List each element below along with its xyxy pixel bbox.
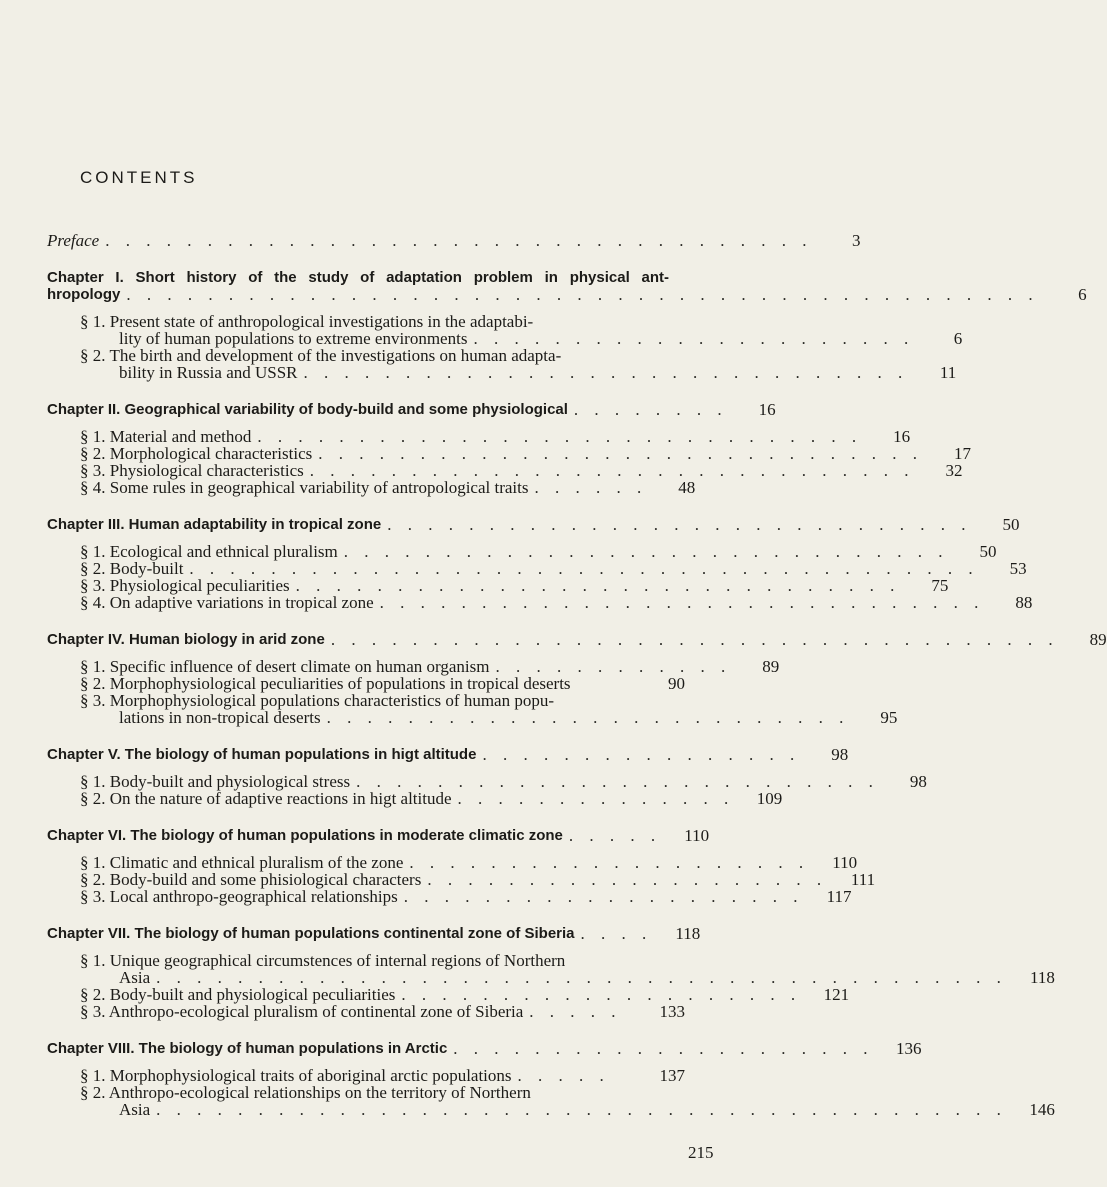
page-number: 111: [850, 870, 876, 889]
toc-section: [80, 1003, 685, 1020]
page-number: 133: [659, 1002, 685, 1021]
section-title-end: lations in non-tropical deserts: [119, 708, 321, 727]
toc-section: [80, 542, 997, 561]
leader-dots: . . . . . . . . . . . . . . . . . . . . . . . . . .: [326, 708, 850, 727]
section-title: § 3. Local anthropo-geographical relationships: [80, 887, 398, 906]
leader-dots: . . . . . .: [534, 478, 648, 497]
leader-dots: . . . . . . . . . . . . . . . .: [482, 745, 801, 764]
toc-section: [80, 870, 876, 889]
toc-section-continued: [119, 968, 1055, 987]
chapter-title-end: hropology: [47, 286, 121, 303]
page-number: 11: [939, 363, 957, 382]
leader-dots: . . . .: [580, 924, 653, 943]
chapter-title: Chapter VII. The biology of human populations continental zone of Siberia: [47, 925, 575, 942]
page-number: 137: [659, 1066, 685, 1085]
leader-dots: . . . . . . . . . . . . . . . . . . . .: [403, 887, 804, 906]
toc-chapter-6: [47, 826, 876, 906]
toc-chapter-5: [47, 745, 927, 808]
toc-section: [80, 952, 685, 969]
leader-dots: . . . . . . . . . . . . . .: [457, 789, 735, 808]
page-number: 121: [823, 985, 850, 1004]
leader-dots: . . . . . . . . . . . . . . . . . . . . . . . . . . . . . .: [257, 427, 863, 446]
leader-dots: . . . . . . . . . . . . . . . . . . . . . . . . . . . . . . . . . . .: [105, 231, 813, 250]
toc-chapter-4: [47, 630, 1107, 727]
section-title: § 2. Morphophysiological peculiarities of populations in tropical deserts: [80, 674, 571, 693]
toc-section-continued: [119, 363, 957, 382]
chapter-title: Chapter VI. The biology of human populations in moderate climatic zone: [47, 827, 563, 844]
section-title: § 2. Anthropo-ecological relationships on the territory of Northern: [80, 1083, 531, 1102]
chapter-title: Chapter VIII. The biology of human populations in Arctic: [47, 1040, 448, 1057]
table-of-contents: [47, 231, 1107, 1119]
page-number: 50: [1002, 515, 1020, 534]
chapter-title-line: [47, 1039, 922, 1058]
toc-section: [80, 789, 783, 808]
section-title: § 3. Physiological characteristics: [80, 461, 304, 480]
leader-dots: . . . . . . . . . . . . . . . . . . . . . . . . . . . . . . . . . . . . . . .: [189, 559, 979, 578]
leader-dots: . . . . . . . . . . . . . . . . . . . . . . . . . . . . . . . . . . . . . . . . . .: [156, 1100, 1007, 1119]
toc-section: [80, 593, 1033, 612]
toc-chapter-2: [47, 400, 972, 497]
section-title: § 2. Morphological characteristics: [80, 444, 313, 463]
leader-dots: . . . . . . . . . . . . . . . . . . . . . . . . . . . . . .: [318, 444, 924, 463]
toc-section-continued: [119, 329, 963, 348]
section-title-end: Asia: [119, 1100, 151, 1119]
section-title: § 3. Anthropo-ecological pluralism of continental zone of Siberia: [80, 1002, 524, 1021]
leader-dots: . . . . . . . . . . . . . . . . . . . . . . . . . . . . .: [387, 515, 972, 534]
section-title-end: lity of human populations to extreme environments: [119, 329, 468, 348]
leader-dots: . . . . . . . . . . . . . . . . . . . . . . . . . . . . . . . . . . . .: [330, 630, 1059, 649]
page-number: 98: [909, 772, 927, 791]
toc-section: [80, 772, 927, 791]
section-title: § 1. Ecological and ethnical pluralism: [80, 542, 338, 561]
chapter-title: Chapter II. Geographical variability of body-build and some physiological: [47, 401, 568, 418]
page-number: 6: [953, 329, 963, 348]
section-title: § 1. Body-built and physiological stress: [80, 772, 351, 791]
toc-section: [80, 657, 780, 676]
page-number: 110: [832, 853, 858, 872]
chapter-title: Chapter V. The biology of human populations in higt altitude: [47, 746, 477, 763]
leader-dots: . . . . . . . . . . . . . . . . . . . .: [427, 870, 828, 889]
leader-dots: . . . . . . . . . . . . . . . . . . . . . . . . . . . . . . . . . . . . . . . . . . . . .: [126, 285, 1039, 304]
chapter-title-line: [47, 515, 1020, 534]
toc-section: [80, 1084, 685, 1101]
leader-dots: . . . . . . . . . . . .: [495, 657, 732, 676]
toc-section: [80, 313, 685, 330]
section-title: § 2. The birth and development of the investigations on human adapta-: [80, 346, 562, 365]
leader-dots: . . . . . . . . . . . . . . . . . . . . . . . . . . . . . . . . . . . . . . . . . .: [156, 968, 1007, 987]
chapter-title-line: [47, 400, 776, 419]
toc-section: [80, 559, 1027, 578]
chapter-title-line: [47, 745, 849, 764]
toc-section: [80, 853, 858, 872]
section-title: § 4. Some rules in geographical variability of antropological traits: [80, 478, 529, 497]
section-title: § 4. On adaptive variations in tropical zone: [80, 593, 374, 612]
toc-chapter-3: [47, 515, 1033, 612]
toc-entry-preface: [47, 231, 861, 250]
leader-dots: . . . . . . . . . . . . . . . . . . . . . . . . . . . . . .: [343, 542, 949, 561]
chapter-title-line: [47, 924, 701, 943]
page-number: 90: [668, 674, 685, 693]
page-title: CONTENTS: [80, 168, 198, 187]
toc-section-continued: [119, 708, 898, 727]
page-number: 118: [675, 924, 701, 943]
page-number: 136: [896, 1039, 922, 1058]
toc-section: [80, 576, 949, 595]
leader-dots: . . . . .: [517, 1066, 610, 1085]
toc-section: [80, 444, 972, 463]
page-number: 50: [979, 542, 997, 561]
section-title-end: Asia: [119, 968, 151, 987]
page-number: 16: [893, 427, 911, 446]
leader-dots: . . . . . . . . . . . . . . . . . . . . .: [453, 1039, 874, 1058]
leader-dots: . . . . . . . . . . . . . . . . . . . .: [401, 985, 802, 1004]
toc-section: [80, 478, 696, 497]
page-number: 16: [758, 400, 776, 419]
section-title: § 3. Physiological peculiarities: [80, 576, 290, 595]
leader-dots: . . . . .: [529, 1002, 622, 1021]
section-title: § 3. Morphophysiological populations characteristics of human popu-: [80, 691, 555, 710]
section-title: § 1. Present state of anthropological investigations in the adaptabi-: [80, 312, 534, 331]
page-number: 88: [1015, 593, 1033, 612]
section-title: § 2. Body-build and some phisiological characters: [80, 870, 422, 889]
page-number: 3: [851, 231, 861, 250]
toc-section: [80, 692, 685, 709]
leader-dots: . . . . . . . . . . . . . . . . . . . . . . . . . . . . . .: [309, 461, 915, 480]
toc-section: [80, 347, 685, 364]
page-number: 146: [1029, 1100, 1055, 1119]
page-number: 53: [1009, 559, 1027, 578]
page-number: 117: [826, 887, 852, 906]
page-number: 95: [880, 708, 898, 727]
toc-section-continued: [119, 1100, 1055, 1119]
chapter-title-line: [47, 630, 1107, 649]
leader-dots: . . . . .: [568, 826, 662, 845]
page-number: 110: [684, 826, 710, 845]
leader-dots: . . . . . . . . . . . . . . . . . . . . . .: [473, 329, 915, 348]
entry-label: Preface: [47, 231, 100, 250]
toc-section: [80, 985, 850, 1004]
page-number: 118: [1030, 968, 1055, 987]
section-title: § 2. Body-built: [80, 559, 184, 578]
section-title: § 2. Body-built and physiological peculiarities: [80, 985, 396, 1004]
leader-dots: . . . . . . . . . . . . . . . . . . . . . . . . . .: [356, 772, 879, 791]
section-title: § 1. Unique geographical circumstences of internal regions of Northern: [80, 951, 566, 970]
page-number: 89: [762, 657, 780, 676]
page-number: 48: [678, 478, 696, 497]
leader-dots: . . . . . . . . . . . . . . . . . . . . . . . . . . . . . .: [303, 363, 909, 382]
chapter-title: Chapter IV. Human biology in arid zone: [47, 631, 325, 648]
toc-section: [80, 461, 963, 480]
section-title: § 1. Specific influence of desert climate on human organism: [80, 657, 490, 676]
leader-dots: . . . . . . . .: [573, 400, 728, 419]
toc-chapter-7: [47, 924, 1055, 1021]
page-number: 6: [1078, 285, 1087, 304]
page-number: 17: [954, 444, 972, 463]
page-number: 109: [756, 789, 783, 808]
toc-section: [80, 1067, 685, 1084]
toc-section: [80, 675, 685, 692]
chapter-title-line: [47, 826, 710, 845]
leader-dots: . . . . . . . . . . . . . . . . . . . .: [409, 853, 810, 872]
section-title-end: bility in Russia and USSR: [119, 363, 298, 382]
page-number: 32: [945, 461, 963, 480]
leader-dots: . . . . . . . . . . . . . . . . . . . . . . . . . . . . . .: [379, 593, 985, 612]
folio-page-number: 215: [688, 1143, 714, 1162]
chapter-title-continued: [47, 285, 1087, 304]
page-number: 98: [831, 745, 849, 764]
chapter-title: Chapter III. Human adaptability in tropical zone: [47, 516, 382, 533]
toc-chapter-8: [47, 1039, 1055, 1119]
toc-chapter-1: [47, 269, 1087, 382]
leader-dots: . . . . . . . . . . . . . . . . . . . . . . . . . . . . . .: [295, 576, 901, 595]
page-number: 75: [931, 576, 949, 595]
section-title: § 2. On the nature of adaptive reactions in higt altitude: [80, 789, 452, 808]
section-title: § 1. Climatic and ethnical pluralism of the zone: [80, 853, 404, 872]
toc-section: [80, 427, 911, 446]
section-title: § 1. Morphophysiological traits of aboriginal arctic populations: [80, 1066, 512, 1085]
chapter-title: Chapter I. Short history of the study of adaptation problem in physical ant-: [47, 269, 669, 286]
section-title: § 1. Material and method: [80, 427, 252, 446]
page-number: 89: [1089, 630, 1107, 649]
toc-section: [80, 887, 852, 906]
